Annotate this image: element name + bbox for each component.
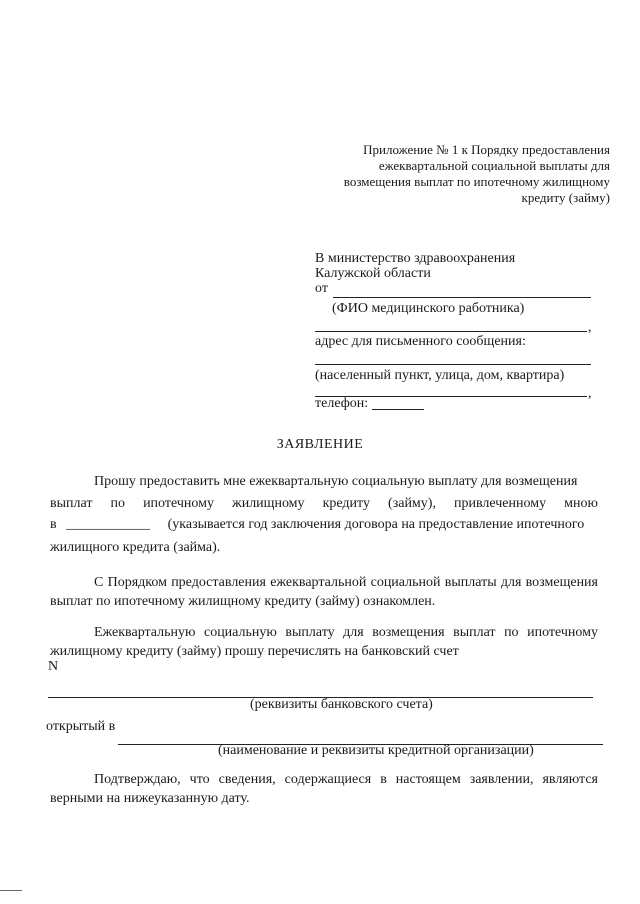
paragraph-1-line-2 (50, 496, 598, 512)
p1-prefix: в (50, 517, 57, 532)
paragraph-1-line-2-words (50, 496, 598, 512)
comma-1: , (588, 320, 592, 335)
p1-word: привлеченному (454, 496, 547, 511)
year-blank: ____________ (66, 517, 151, 532)
p1-year-note: (указывается год заключения договора на предоставление ипотечного (167, 517, 585, 532)
paragraph-1-line-3 (50, 517, 598, 533)
paragraph-4-text: Подтверждаю, что сведения, содержащиеся в настоящем заявлении, являются верными на нижеуказанную дату. (50, 772, 598, 806)
paragraph-1-line-1-text (94, 474, 598, 490)
account-caption: (реквизиты банковского счета) (250, 697, 433, 712)
appendix-line-4: кредиту (займу) (521, 190, 610, 205)
comma-2: , (588, 386, 592, 401)
fio-caption: (ФИО медицинского работника) (332, 301, 525, 316)
scan-edge-mark (0, 890, 22, 891)
fio-field-line (333, 297, 591, 298)
phone-label: телефон: (315, 396, 369, 411)
appendix-header (340, 142, 610, 206)
fio-continuation-line (315, 331, 587, 332)
paragraph-2 (50, 573, 598, 611)
from-label: от (315, 281, 328, 296)
bank-caption: (наименование и реквизиты кредитной организации) (218, 743, 534, 758)
paragraph-1-line-4: жилищного кредита (займа). (50, 540, 221, 555)
p1-word: мною (564, 496, 598, 511)
account-n-label: N (48, 659, 59, 674)
p1-word: кредиту (322, 496, 370, 511)
p1-word: (займу), (388, 496, 436, 511)
p1-word: выплат (50, 496, 93, 511)
document-title: ЗАЯВЛЕНИЕ (276, 437, 364, 452)
p1-word: жилищному (232, 496, 305, 511)
paragraph-2-text: С Порядком предоставления ежеквартальной социальной выплаты для возмещения выплат по ипотечному жилищному кредиту (займу) ознакомлен. (50, 575, 598, 609)
address-caption: (населенный пункт, улица, дом, квартира) (315, 368, 565, 383)
paragraph-1-line-1-span: Прошу предоставить мне ежеквартальную социальную выплату для возмещения (94, 474, 578, 489)
paragraph-4 (50, 770, 598, 808)
p1-word: ипотечному (143, 496, 214, 511)
addressee-to-line-2: Калужской области (315, 266, 431, 281)
paragraph-3-text: Ежеквартальную социальную выплату для возмещения выплат по ипотечному жилищному кредиту (займу) прошу перечислять на банковский счет (50, 625, 598, 659)
addressee-to-line-1: В министерство здравоохранения (315, 251, 516, 266)
appendix-line-3: возмещения выплат по ипотечному жилищному (343, 174, 610, 189)
address-field-line (315, 364, 591, 365)
paragraph-3 (50, 623, 598, 661)
address-label: адрес для письменного сообщения: (315, 334, 526, 349)
phone-field-line (372, 409, 424, 410)
p1-word: по (110, 496, 126, 511)
paragraph-1-line-1 (94, 474, 598, 490)
opened-in-label: открытый в (46, 719, 116, 734)
appendix-line-1: Приложение № 1 к Порядку предоставления (363, 142, 610, 157)
appendix-line-2: ежеквартальной социальной выплаты для (378, 158, 610, 173)
